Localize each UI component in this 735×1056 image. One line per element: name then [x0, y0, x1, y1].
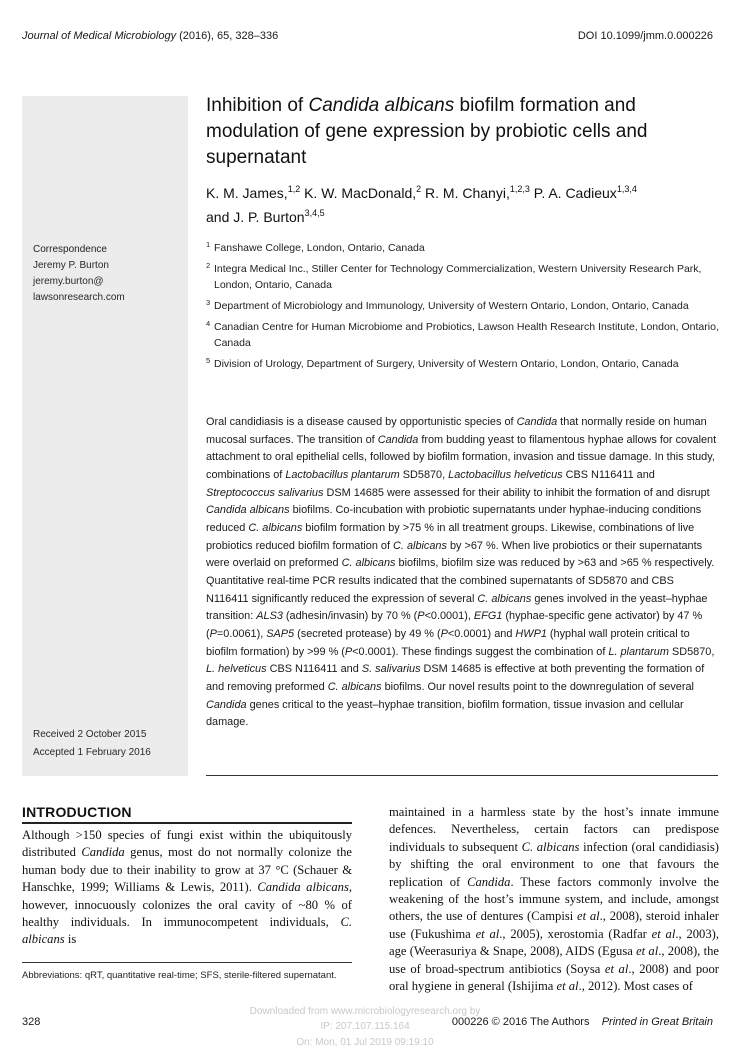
text-run: . These factors commonly involve the weakening of the host’s immune system, and include, amongst others, the use of dentures (Campisi	[389, 874, 720, 924]
italic-text-run: Streptococcus salivarius	[206, 486, 324, 499]
article-title	[206, 93, 706, 171]
copyright-text: 000226 © 2016 The Authors	[451, 1016, 590, 1028]
text-run: genes critical to the yeast–hyphae transition, biofilm formation, tissue invasion and cellular damage.	[206, 698, 684, 729]
italic-text-run: EFG1	[473, 610, 503, 623]
italic-text-run: ALS3	[256, 610, 283, 623]
text-run: from budding yeast to filamentous hyphae allows for covalent attachment to oral epithelial cells, followed by biofilm formation, invasion and tissue damage. In this study, combinations of	[206, 433, 717, 481]
title-part-2: biofilm formation and modulation of gene expression by probiotic cells and supernatant	[206, 95, 648, 168]
italic-text-run: C. albicans	[393, 539, 447, 552]
italic-text-run: C. albicans	[477, 592, 532, 605]
body-column-left	[22, 827, 352, 949]
affiliation: 1 Fanshawe College, London, Ontario, Canada	[206, 240, 425, 254]
text-run: <0.0001). These findings suggest the combination of	[352, 645, 609, 658]
printed-in: Printed in Great Britain	[601, 1016, 713, 1028]
author: R. M. Chanyi,$^{1,2,3}$	[421, 184, 530, 201]
text-run: DSM 14685 is effective at both preventing the formation of and removing preformed	[206, 663, 705, 693]
abstract-divider	[206, 775, 718, 776]
received-date: Received 2 October 2015	[33, 729, 147, 740]
affiliation: 5 Division of Urology, Department of Surgery, University of Western Ontario, London, Ontario, Canada	[206, 356, 679, 370]
italic-text-run: Candida albicans	[206, 504, 290, 517]
text-run: SD5870,	[399, 468, 449, 481]
doi-link[interactable]: DOI 10.1099/jmm.0.000226	[577, 30, 713, 42]
text-run: ., 2003), age (Weerasuriya & Snape, 2008), AIDS (Egusa	[389, 926, 719, 959]
italic-text-run: C. albicans	[341, 557, 396, 570]
italic-text-run: et al	[475, 926, 500, 941]
italic-text-run: Candida	[467, 874, 511, 889]
italic-text-run: Candida	[516, 416, 558, 428]
correspondence-name: Jeremy P. Burton	[33, 260, 109, 271]
journal-citation	[22, 30, 278, 42]
text-run: biofilm formation by >75 % in all treatment groups. Likewise, combinations of live probiotics reduced biofilm formation of	[206, 521, 695, 552]
text-run: genes involved in the yeast–hyphae transition:	[206, 592, 708, 623]
correspondence-email-line2[interactable]: lawsonresearch.com	[33, 292, 125, 303]
text-run: (hyphal wall protein critical to biofilm formation) by >99 % (	[206, 627, 690, 658]
text-run: CBS N116411 and	[266, 663, 362, 676]
page-number: 328	[22, 1016, 41, 1028]
citation-volume-pages: (2016), 65, 328–336	[176, 30, 279, 42]
text-run: Although >150 species of fungi exist within the ubiquitously distributed	[22, 828, 352, 860]
italic-text-run: C. albicans	[248, 521, 303, 534]
copyright-line	[452, 1016, 713, 1028]
download-watermark-date: On: Mon, 01 Jul 2019 09:19:10	[296, 1037, 434, 1048]
italic-text-run: P	[344, 645, 353, 658]
abbreviations-footnote: Abbreviations: qRT, quantitative real-time; SFS, sterile-filtered supernatant.	[22, 970, 337, 981]
italic-text-run: S. salivarius	[361, 663, 421, 676]
text-run: maintained in a harmless state by the host’s innate immune defences. Nevertheless, certain factors can predispose individuals to subsequent	[389, 805, 719, 854]
italic-text-run: Candida	[377, 433, 419, 446]
affiliation: 4 Canadian Centre for Human Microbiome and Probiotics, Lawson Health Research Institute, London, Ontario, Canada	[206, 319, 719, 349]
text-run: , however, innocuously colonizes the oral cavity of ~80 % of healthy individuals. In immunocompetent individuals,	[22, 880, 352, 930]
title-part-1: Inhibition of	[206, 95, 309, 116]
text-run: <0.0001) and	[447, 627, 516, 640]
abstract	[206, 414, 718, 732]
footnote-divider	[22, 962, 352, 963]
italic-text-run: L. plantarum	[608, 645, 669, 658]
text-run: DSM 14685 were assessed for their ability to inhibit the formation of and disrupt	[323, 486, 710, 499]
text-run: SD5870,	[668, 645, 715, 658]
italic-text-run: C. albicans	[521, 839, 580, 854]
text-run: ., 2005), xerostomia (Radfar	[499, 926, 652, 941]
text-run: ., 2012). Most cases of	[578, 979, 693, 994]
text-run: biofilms. Our novel results point to the downregulation of several	[381, 680, 694, 693]
italic-text-run: et al	[651, 926, 676, 941]
article-dates	[33, 726, 151, 762]
text-run: biofilms, biofilm size was reduced by >63 and >65 % respectively. Quantitative real-time PCR results indicated that the combined supernatants of SD5870 and CBS N116411 significantly reduced the expression of several	[206, 557, 715, 605]
italic-text-run: L. helveticus	[206, 663, 267, 676]
italic-text-run: P	[440, 627, 448, 640]
italic-text-run: et al	[604, 961, 629, 976]
italic-text-run: SAP5	[266, 627, 295, 640]
italic-text-run: Candida	[206, 698, 247, 711]
text-run: ., 2008) and poor oral hygiene in general (Ishijima	[389, 961, 719, 994]
body-column-right	[389, 804, 719, 995]
text-run: <0.0001),	[424, 610, 474, 623]
text-run: that normally reside on human mucosal surfaces. The transition of	[206, 416, 707, 446]
author-list	[206, 181, 721, 229]
italic-text-run: C. albicans	[22, 915, 352, 947]
text-run: (hyphae-specific gene activator) by 47 % (	[206, 610, 703, 640]
text-run: (secreted protease) by 49 % (	[294, 627, 441, 640]
author: K. M. James,$^{1,2}$	[206, 184, 301, 201]
text-run: infection (oral candidiasis) by shifting the oral environment to one that favours the replication of	[389, 839, 719, 889]
author: and J. P. Burton$^{3,4,5}$	[206, 208, 325, 225]
italic-text-run: P	[209, 627, 217, 640]
correspondence-email-line1[interactable]: jeremy.burton@	[33, 276, 104, 287]
italic-text-run: Candida	[81, 845, 125, 860]
italic-text-run: Lactobacillus plantarum	[285, 468, 400, 481]
text-run: (adhesin/invasin) by 70 % (	[282, 610, 418, 623]
affiliation: 3 Department of Microbiology and Immunology, University of Western Ontario, London, Ontario, Canada	[206, 298, 689, 312]
italic-text-run: Candida albicans	[257, 880, 349, 895]
italic-text-run: Lactobacillus helveticus	[448, 468, 563, 481]
introduction-heading-rule	[22, 822, 352, 824]
author: K. W. MacDonald,$^2$	[300, 184, 422, 201]
text-run: genus, most do not normally colonize the human body due to their inability to grow at 37 °C (Schauer & Hanschke, 1999; Williams & Lewis, 2011).	[22, 845, 352, 895]
text-run: ., 2008), steroid inhaler use (Fukushima	[389, 909, 720, 941]
correspondence-label: Correspondence	[33, 244, 107, 255]
journal-name: Journal of Medical Microbiology	[22, 30, 177, 42]
text-run: CBS N116411 and	[562, 468, 655, 481]
text-run: by >67 %. When live probiotics or their supernatants were overlaid on preformed	[206, 539, 703, 570]
text-run: biofilms. Co-incubation with probiotic supernatants under hyphae-inducing conditions reduced	[206, 504, 702, 534]
download-watermark-ip: IP: 207.107.115.164	[320, 1021, 410, 1032]
download-watermark-source: Downloaded from www.microbiologyresearch.org by	[249, 1006, 481, 1017]
title-italic: Candida albicans	[308, 95, 455, 116]
running-header	[22, 30, 713, 46]
text-run: ., 2008), the use of broad-spectrum antibiotics (Soysa	[389, 944, 719, 976]
introduction-heading: INTRODUCTION	[22, 804, 132, 820]
author: P. A. Cadieux$^{1,3,4}$	[529, 184, 637, 201]
text-run: is	[64, 932, 77, 947]
italic-text-run: HWP1	[515, 627, 547, 640]
italic-text-run: P	[417, 610, 425, 623]
text-run: =0.0061),	[216, 627, 267, 640]
affiliation: 2 Integra Medical Inc., Stiller Center for Technology Commercialization, Western University Research Park, London, Ontario, Canada	[206, 261, 702, 291]
affiliation-list	[206, 240, 721, 377]
sidebar-panel	[22, 96, 188, 776]
italic-text-run: et al	[636, 944, 659, 959]
italic-text-run: et al	[556, 979, 579, 994]
italic-text-run: C. albicans	[327, 680, 382, 693]
text-run: Oral candidiasis is a disease caused by opportunistic species of	[206, 416, 517, 428]
correspondence-block	[33, 242, 125, 306]
accepted-date: Accepted 1 February 2016	[33, 747, 151, 758]
italic-text-run: et al	[577, 909, 600, 924]
